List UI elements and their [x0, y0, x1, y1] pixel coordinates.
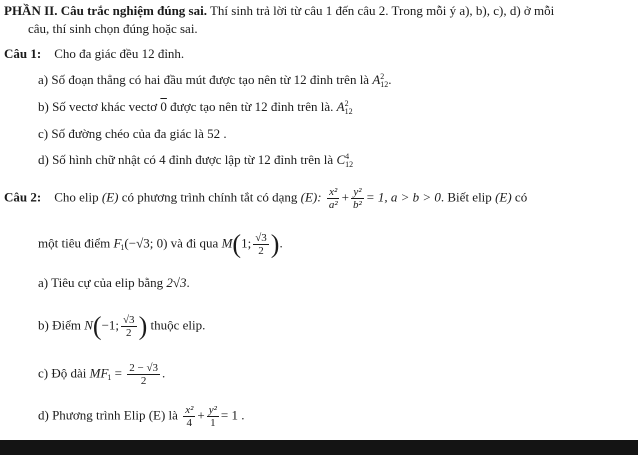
q2-d-x-den: 4 — [186, 417, 193, 429]
q2-stem-1: Cho elip — [54, 189, 99, 205]
q1-stem-line — [4, 46, 184, 62]
q2-d-y-num: y² — [208, 404, 217, 416]
q2-ellipse-name: (E) — [101, 189, 119, 205]
q2-frac-y-num: y² — [353, 186, 362, 198]
q1-b-zero-vector: 0 — [160, 99, 167, 114]
q1-a-symbol: A — [372, 72, 381, 87]
q2-a-text: a) Tiêu cự của elip bằng — [38, 275, 164, 290]
q2-c-mf: MF — [89, 365, 109, 381]
q2-point-n-frac — [121, 314, 137, 339]
q2-stem-3: . Biết elip — [440, 189, 492, 205]
q2-c-text: c) Độ dài — [38, 365, 87, 381]
q2-focus-text: một tiêu điểm — [38, 235, 111, 251]
q2-frac-x-num: x² — [329, 186, 338, 198]
q2-d-frac-x — [183, 404, 195, 429]
q2-point-n-x: −1; — [101, 317, 120, 333]
q1-d-sub: 12 — [345, 160, 354, 170]
q1-b-sub: 12 — [344, 107, 353, 117]
q2-d-frac-y — [207, 404, 219, 429]
q2-c-frac — [127, 362, 160, 387]
q2-focus-symbol: F — [113, 235, 122, 251]
q1-d-sup: 4 — [345, 152, 350, 162]
q1-b-symbol: A — [336, 99, 345, 114]
q2-c-num: 2 − √3 — [129, 362, 158, 374]
section-header-line — [4, 3, 554, 19]
q2-frac-x — [327, 186, 340, 211]
q2-a-value: 2√3 — [166, 275, 187, 290]
q1-option-a — [38, 72, 392, 89]
q2-b-end: thuộc elip. — [150, 317, 206, 333]
section-title: PHẦN II. Câu trắc nghiệm đúng sai. — [4, 3, 207, 18]
q1-label: Câu 1: — [4, 46, 42, 61]
q2-frac-y — [351, 186, 364, 211]
q1-option-b — [38, 99, 353, 116]
q2-c-mf-sub: 1 — [107, 373, 112, 383]
q2-point-n-num: √3 — [123, 314, 135, 326]
q1-a-end: . — [388, 72, 392, 87]
q2-stem-line: Câu 2: Cho elip (E) có phương trình chính tắt có dạng (E): $\frac{\text{x²}}{\text{a²}}$ + $\frac{\text{y²}}{\text{b²}}$ = 1, a > b > 0. Biết elip (E) có — [4, 186, 528, 211]
q2-a-end: . — [186, 275, 190, 290]
q2-d-text: d) Phương trình Elip (E) là — [38, 407, 178, 423]
q2-point-m: M — [221, 235, 233, 251]
q2-eq-rhs: = 1, a > b > 0 — [365, 189, 441, 205]
bottom-dark-bar — [0, 440, 638, 455]
q1-option-c: c) Số đường chéo của đa giác là 52 . — [38, 126, 227, 141]
q2-option-b: b) Điểm N(−1; $\frac{√3}{2}$ ) thuộc elip. — [38, 311, 206, 341]
q1-d-text: d) Số hình chữ nhật có 4 đỉnh được lập từ 12 đỉnh trên là — [38, 152, 334, 167]
q1-a-sup: 2 — [380, 72, 385, 82]
q2-point-m-den: 2 — [258, 245, 264, 257]
q2-label: Câu 2: — [4, 189, 42, 205]
q1-a-sub: 12 — [380, 80, 389, 90]
q2-c-den: 2 — [140, 375, 147, 387]
q2-frac-y-den: b² — [353, 199, 362, 211]
q2-stem-4: có — [514, 189, 528, 205]
q2-option-c: c) Độ dài $MF_1$ = $\frac{2 - √3}{2}$ . — [38, 362, 166, 387]
q2-focus-sub: 1 — [120, 243, 125, 253]
q2-point-n: N — [84, 317, 93, 333]
q2-ellipse-name-2: (E) — [495, 189, 512, 205]
q2-frac-x-den: a² — [328, 199, 338, 211]
q2-point-m-x: 1; — [241, 235, 252, 251]
q2-option-a — [38, 275, 190, 291]
q2-eq-lhs: (E): — [300, 189, 322, 205]
q1-option-d — [38, 152, 353, 169]
q2-point-m-frac — [253, 232, 269, 257]
q2-stem-2: có phương trình chính tắt có dạng — [121, 189, 298, 205]
section-instruction: Thí sinh trả lời từ câu 1 đến câu 2. Trong mỗi ý a), b), c), d) ở mỗi — [206, 3, 555, 18]
q1-stem: Cho đa giác đều 12 đỉnh. — [54, 46, 185, 61]
q2-stem-line-2: một tiêu điểm $F_1(-√3$; 0) và đi qua M(1; $\frac{√3}{2}$ ). — [38, 229, 283, 259]
q2-point-m-num: √3 — [255, 232, 267, 244]
q2-option-d: d) Phương trình Elip (E) là $\frac{\text{x²}}{4}$ + $\frac{\text{y²}}{1}$ = 1 . — [38, 404, 245, 429]
q2-point-n-den: 2 — [126, 327, 132, 339]
q2-d-end: = 1 . — [220, 407, 245, 423]
q1-a-text: a) Số đoạn thẳng có hai đầu mút được tạo nên từ 12 đỉnh trên là — [38, 72, 370, 87]
q1-b-sup: 2 — [344, 99, 349, 109]
q1-b-text: b) Số vectơ khác vectơ — [38, 99, 158, 114]
q2-focus-value: (−√3; 0) — [124, 235, 168, 251]
q2-b-text: b) Điểm — [38, 317, 81, 333]
q2-pass-text: và đi qua — [170, 235, 219, 251]
q2-d-y-den: 1 — [210, 417, 216, 429]
q1-d-symbol: C — [336, 152, 346, 167]
q2-d-x-num: x² — [185, 404, 194, 416]
section-instruction-2: câu, thí sinh chọn đúng hoặc sai. — [28, 21, 198, 36]
q1-b-mid: được tạo nên từ 12 đỉnh trên là. — [170, 99, 334, 114]
